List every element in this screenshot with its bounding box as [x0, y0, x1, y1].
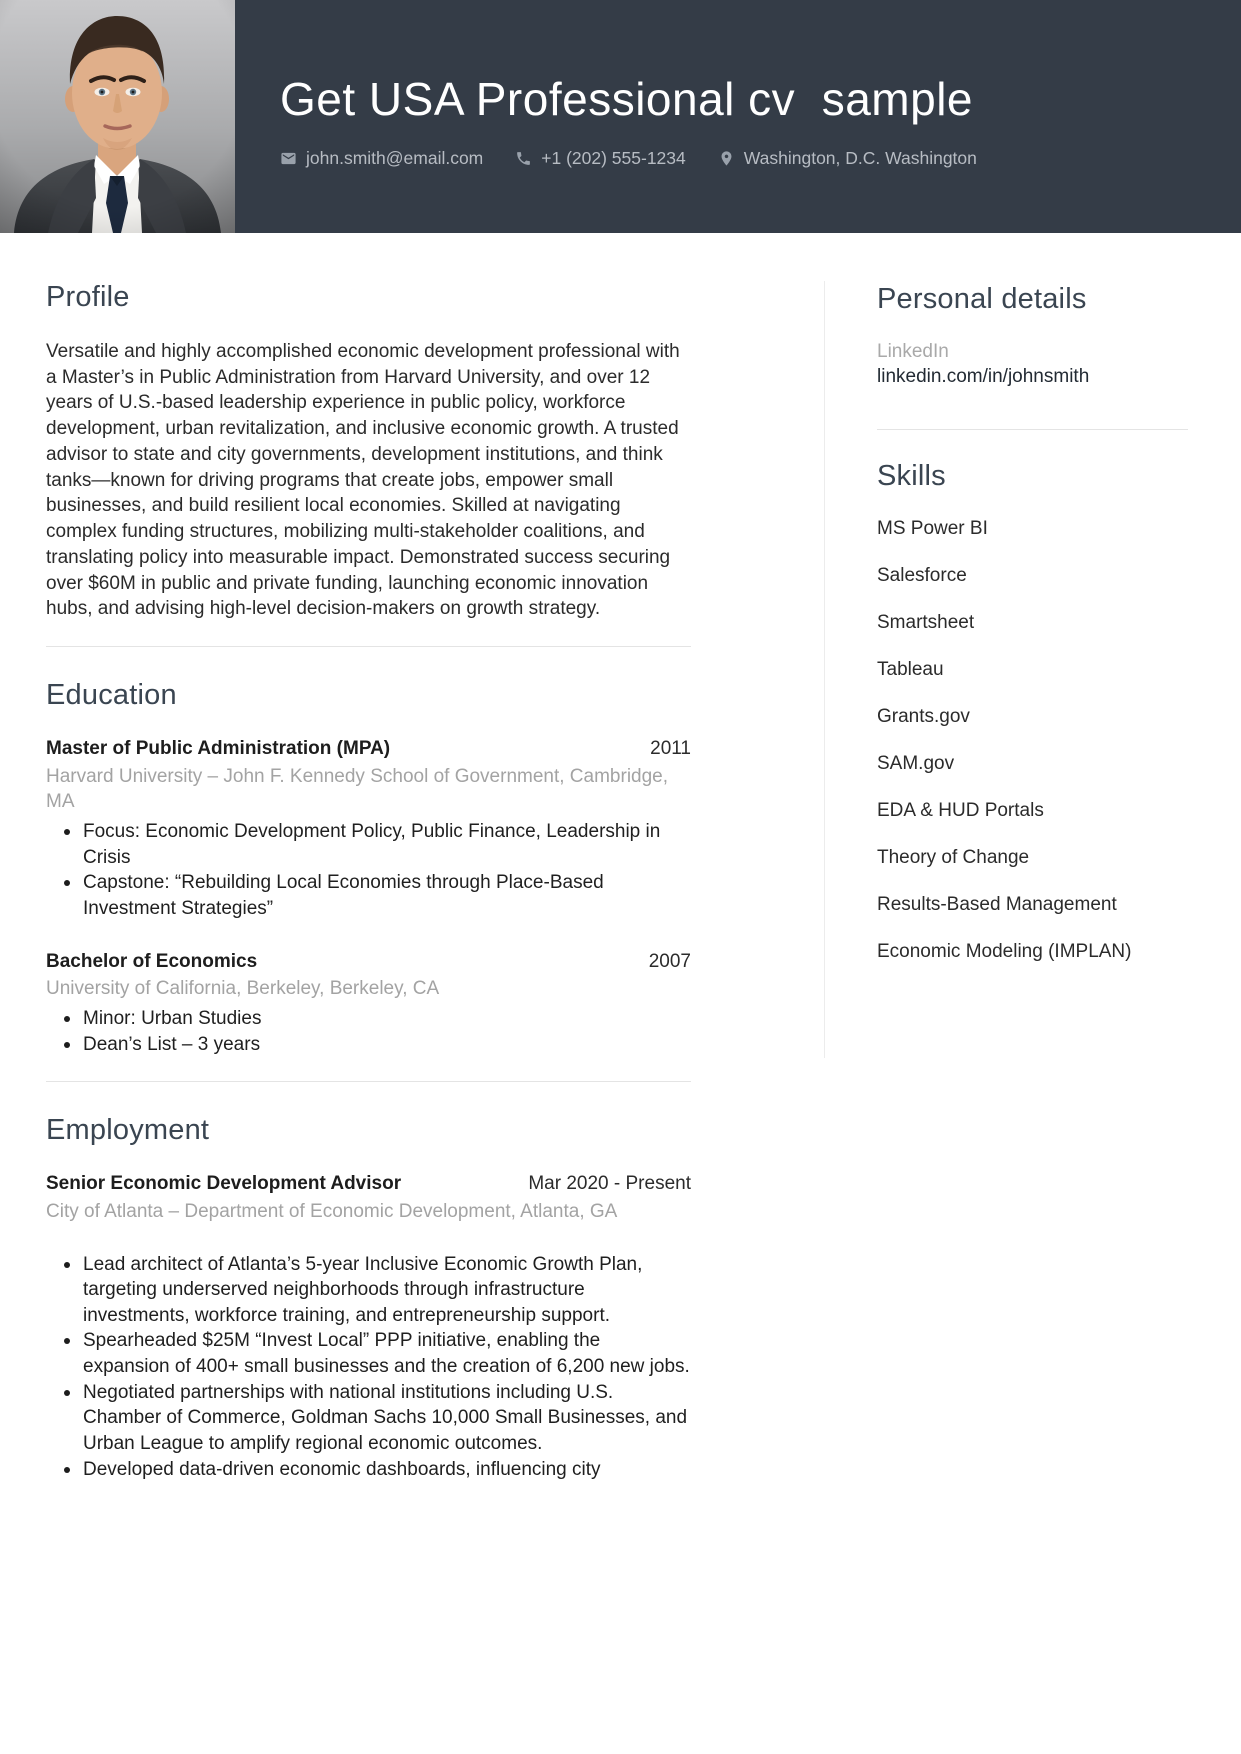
skill-item: MS Power BI [877, 518, 988, 539]
degree-institution: University of California, Berkeley, Berkeley, CA [46, 978, 440, 1000]
phone-icon [515, 150, 532, 167]
degree-date: 2011 [650, 738, 691, 760]
location-text: Washington, D.C. Washington [743, 148, 977, 168]
bullet-item: Spearheaded $25M “Invest Local” PPP initiative, enabling the expansion of 400+ small businesses and the creation of 6,200 new jobs. [46, 1328, 691, 1379]
linkedin-label: LinkedIn [877, 341, 949, 362]
skill-item: Grants.gov [877, 706, 970, 727]
contact-location [718, 148, 977, 169]
bullet-item: Developed data-driven economic dashboards, influencing city [46, 1457, 691, 1483]
job-bullets [46, 1252, 691, 1483]
degree-title: Master of Public Administration (MPA) [46, 738, 391, 760]
education-heading: Education [46, 679, 177, 712]
profile-heading: Profile [46, 281, 130, 313]
email-text: john.smith@email.com [306, 148, 484, 168]
entry-head [46, 1172, 691, 1197]
main-column [46, 281, 691, 1482]
bullet-item: Dean’s List – 3 years [46, 1032, 691, 1058]
employment-section [46, 1114, 691, 1482]
phone-text: +1 (202) 555-1234 [541, 148, 686, 168]
entry-head [46, 950, 691, 975]
content [0, 233, 1241, 1482]
degree-institution: Harvard University – John F. Kennedy School of Government, Cambridge, MA [46, 765, 669, 813]
skill-item: Theory of Change [877, 847, 1030, 868]
employment-entry [46, 1172, 691, 1482]
skill-item: Economic Modeling (IMPLAN) [877, 941, 1132, 962]
section-divider [46, 1081, 691, 1082]
skill-item: SAM.gov [877, 753, 955, 774]
linkedin-value: linkedin.com/in/johnsmith [877, 366, 1090, 387]
profile-section [46, 281, 691, 622]
education-entry [46, 737, 691, 922]
contact-row [280, 148, 977, 169]
skills-heading: Skills [877, 460, 946, 492]
map-pin-icon [718, 150, 735, 167]
page-title: Get USA Professional cv sample [280, 73, 974, 125]
skill-item: Salesforce [877, 565, 967, 586]
envelope-icon [280, 150, 297, 167]
sidebar-divider [877, 429, 1188, 430]
portrait-illustration [0, 0, 235, 233]
degree-bullets [46, 1006, 691, 1057]
skill-item: Tableau [877, 659, 944, 680]
skill-item: Results-Based Management [877, 894, 1117, 915]
header-text [235, 0, 977, 233]
sidebar [824, 281, 1188, 1058]
profile-text: Versatile and highly accomplished economic development professional with a Master’s in Public Administration from Harvard University, and over 12 years of U.S.-based leadership experience in public policy, workforce development, urban revitalization, and inclusive economic growth. A trusted advisor to state and city governments, development institutions, and think tanks—known for driving programs that create jobs, empower small businesses, and build resilient local economies. Skilled at navigating complex funding structures, mobilizing multi-stakeholder coalitions, and translating policy into measurable impact. Demonstrated success securing over $60M in public and private funding, launching economic innovation hubs, and advising high-level decision-makers on growth strategy. [46, 341, 680, 620]
skill-item: EDA & HUD Portals [877, 800, 1044, 821]
bullet-item: Lead architect of Atlanta’s 5-year Inclusive Economic Growth Plan, targeting underserved neighborhoods through infrastructure investments, workforce training, and entrepreneurship support. [46, 1252, 691, 1329]
education-entry [46, 950, 691, 1058]
bullet-item: Focus: Economic Development Policy, Public Finance, Leadership in Crisis [46, 819, 691, 870]
skills-section [877, 460, 1188, 963]
entry-head [46, 737, 691, 762]
personal-details-heading: Personal details [877, 283, 1087, 315]
profile-photo [0, 0, 235, 233]
skill-item: Smartsheet [877, 612, 975, 633]
job-employer: City of Atlanta – Department of Economic Development, Atlanta, GA [46, 1200, 618, 1222]
bullet-item: Capstone: “Rebuilding Local Economies through Place-Based Investment Strategies” [46, 870, 691, 921]
contact-phone [515, 148, 686, 169]
employment-heading: Employment [46, 1114, 210, 1147]
degree-bullets [46, 819, 691, 922]
header [0, 0, 1241, 233]
job-title: Senior Economic Development Advisor [46, 1173, 402, 1195]
job-date: Mar 2020 - Present [528, 1173, 691, 1195]
personal-details-section [877, 283, 1188, 388]
degree-date: 2007 [648, 950, 691, 972]
education-section [46, 679, 691, 1057]
degree-title: Bachelor of Economics [46, 950, 258, 972]
bullet-item: Minor: Urban Studies [46, 1006, 691, 1032]
bullet-item: Negotiated partnerships with national institutions including U.S. Chamber of Commerce, Goldman Sachs 10,000 Small Businesses, and Urban League to amplify regional economic outcomes. [46, 1380, 691, 1457]
contact-email [280, 148, 483, 169]
section-divider [46, 646, 691, 647]
